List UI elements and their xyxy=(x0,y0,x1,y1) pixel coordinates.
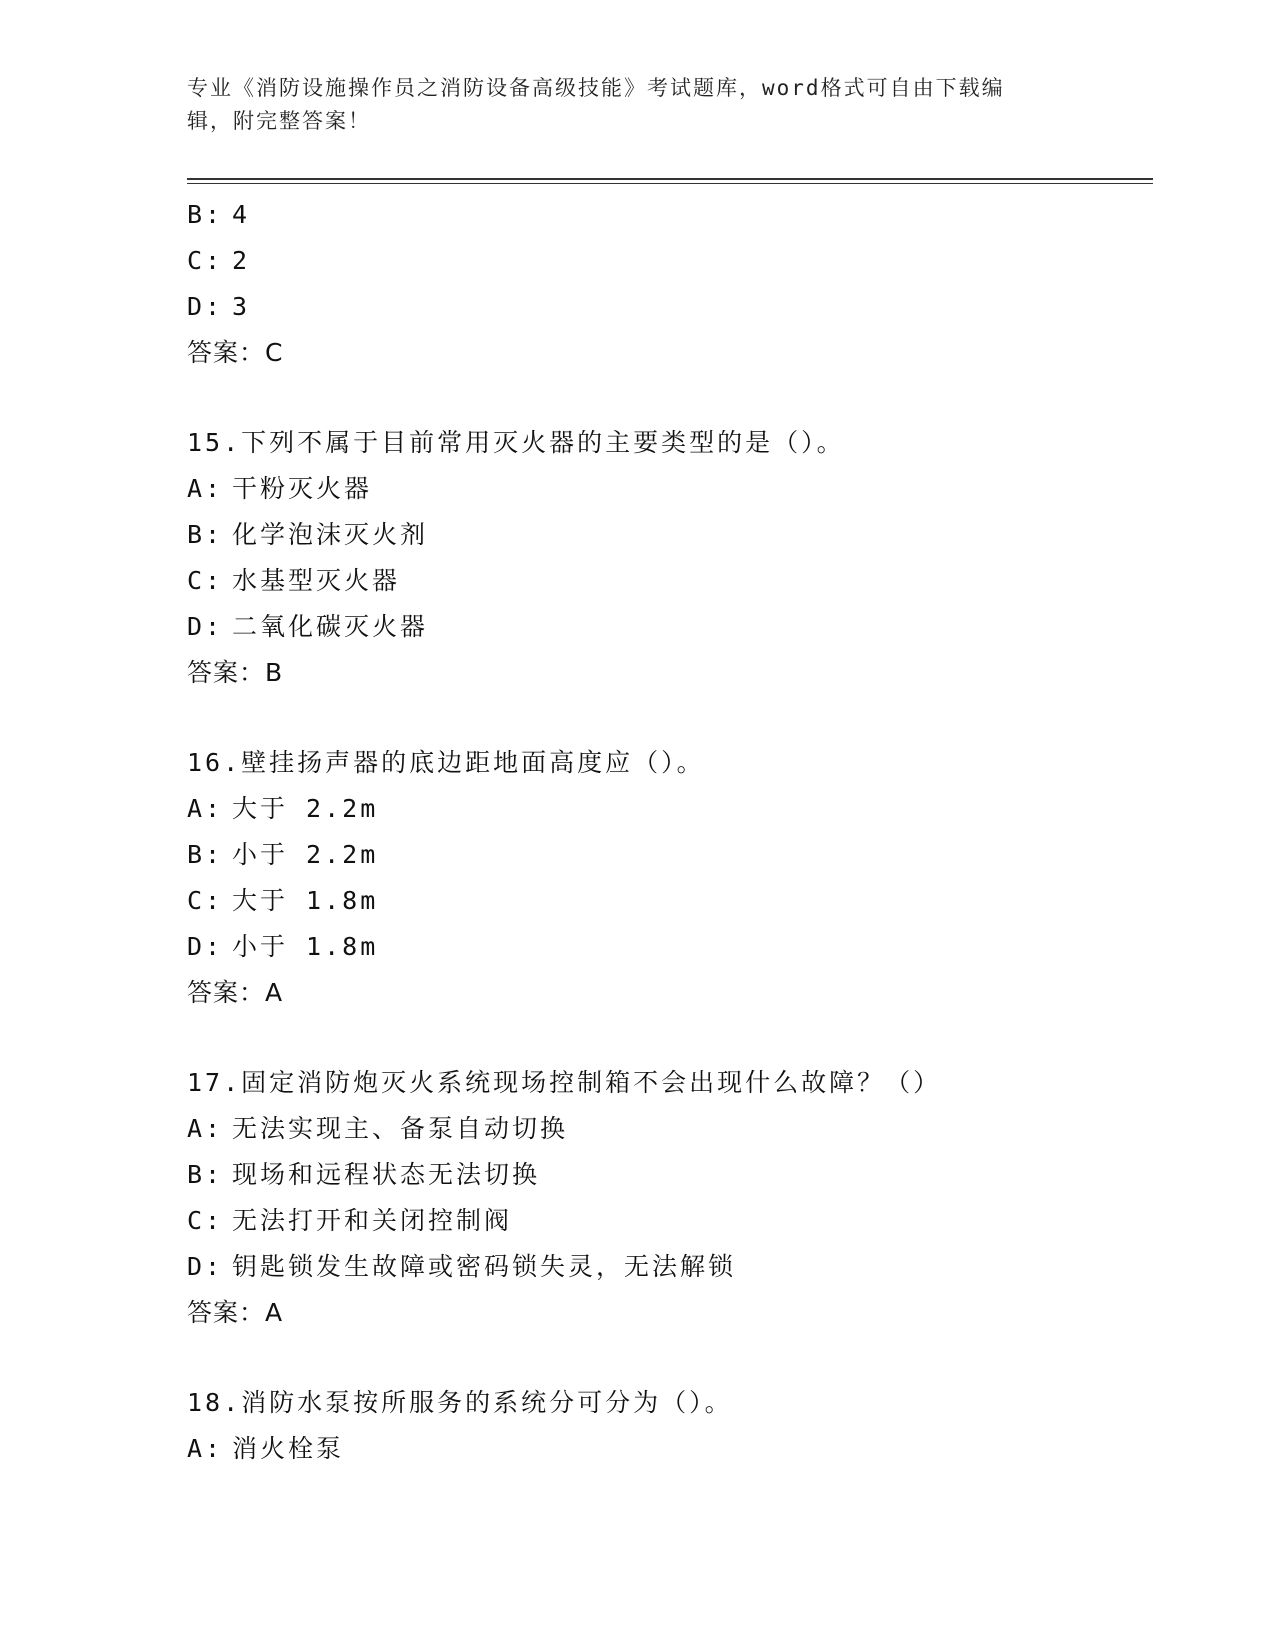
spacer xyxy=(187,1336,1147,1380)
option-text: 大于 1.8m xyxy=(232,886,379,915)
option-label: C: xyxy=(187,886,224,915)
option-line xyxy=(187,786,1147,832)
option-line xyxy=(187,1152,1147,1198)
option-label: D: xyxy=(187,292,224,321)
header-line-1: 专业《消防设施操作员之消防设备高级技能》考试题库，word格式可自由下载编 xyxy=(187,76,1005,100)
option-line xyxy=(187,466,1147,512)
answer-line: 答案：A xyxy=(187,1298,284,1327)
question-block xyxy=(187,1060,1147,1336)
option-label: A: xyxy=(187,474,224,503)
option-text: 化学泡沫灭火剂 xyxy=(232,520,429,549)
option-line xyxy=(187,1106,1147,1152)
spacer xyxy=(187,376,1147,420)
option-line xyxy=(187,284,1147,330)
option-text: 二氧化碳灭火器 xyxy=(232,612,429,641)
option-line xyxy=(187,238,1147,284)
option-label: C: xyxy=(187,1206,224,1235)
option-label: B: xyxy=(187,520,224,549)
option-label: A: xyxy=(187,1434,224,1463)
option-text: 无法打开和关闭控制阀 xyxy=(232,1206,513,1235)
option-label: C: xyxy=(187,566,224,595)
question-block xyxy=(187,1380,1147,1472)
option-line xyxy=(187,192,1147,238)
option-text: 无法实现主、备泵自动切换 xyxy=(232,1114,569,1143)
option-line xyxy=(187,1198,1147,1244)
option-label: B: xyxy=(187,200,224,229)
document-header xyxy=(187,72,1067,138)
option-line xyxy=(187,604,1147,650)
option-text: 大于 2.2m xyxy=(232,794,379,823)
option-text: 消火栓泵 xyxy=(232,1434,345,1463)
option-line xyxy=(187,832,1147,878)
option-label: D: xyxy=(187,932,224,961)
option-label: D: xyxy=(187,612,224,641)
option-label: D: xyxy=(187,1252,224,1281)
answer-line: 答案：A xyxy=(187,978,284,1007)
option-text: 水基型灭火器 xyxy=(232,566,401,595)
answer-line: 答案：C xyxy=(187,338,284,367)
carryover-question xyxy=(187,192,1147,376)
option-label: B: xyxy=(187,1160,224,1189)
option-text: 现场和远程状态无法切换 xyxy=(232,1160,541,1189)
option-line xyxy=(187,558,1147,604)
option-label: A: xyxy=(187,794,224,823)
option-text: 钥匙锁发生故障或密码锁失灵，无法解锁 xyxy=(232,1252,737,1281)
option-line xyxy=(187,1244,1147,1290)
spacer xyxy=(187,1016,1147,1060)
question-stem: 16.壁挂扬声器的底边距地面高度应（）。 xyxy=(187,748,705,777)
option-text: 小于 1.8m xyxy=(232,932,379,961)
option-line xyxy=(187,878,1147,924)
option-text: 干粉灭火器 xyxy=(232,474,373,503)
question-stem: 15.下列不属于目前常用灭火器的主要类型的是（）。 xyxy=(187,428,845,457)
question-stem: 18.消防水泵按所服务的系统分可分为（）。 xyxy=(187,1388,733,1417)
header-divider-thin xyxy=(187,183,1153,184)
answer-line: 答案：B xyxy=(187,658,284,687)
question-stem: 17.固定消防炮灭火系统现场控制箱不会出现什么故障？（） xyxy=(187,1068,942,1097)
header-line-2: 辑，附完整答案！ xyxy=(187,109,371,133)
spacer xyxy=(187,696,1147,740)
option-label: B: xyxy=(187,840,224,869)
header-divider-thick xyxy=(187,178,1153,180)
question-block xyxy=(187,740,1147,1016)
question-list xyxy=(187,192,1147,1472)
question-block xyxy=(187,420,1147,696)
option-label: A: xyxy=(187,1114,224,1143)
option-line xyxy=(187,1426,1147,1472)
option-line xyxy=(187,924,1147,970)
option-label: C: xyxy=(187,246,224,275)
option-line xyxy=(187,512,1147,558)
option-text: 小于 2.2m xyxy=(232,840,379,869)
option-text: 4 xyxy=(232,200,251,229)
option-text: 2 xyxy=(232,246,251,275)
option-text: 3 xyxy=(232,292,251,321)
